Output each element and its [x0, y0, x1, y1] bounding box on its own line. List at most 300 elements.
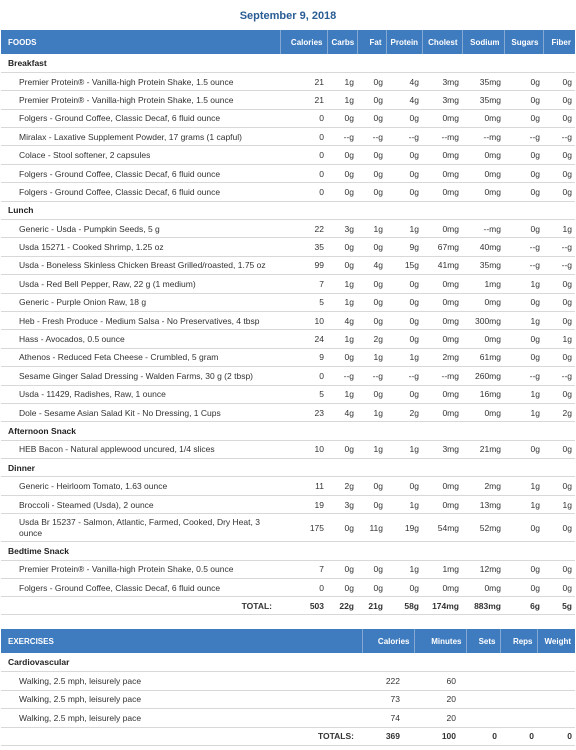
food-row [1, 238, 575, 256]
exercises-totals-row [1, 727, 575, 745]
food-fat: --g [357, 128, 386, 146]
exercise-minutes: 20 [414, 709, 466, 727]
food-fat: 0g [357, 275, 386, 293]
food-carbs: 0g [327, 440, 357, 458]
food-fat: 0g [357, 238, 386, 256]
food-fat: 0g [357, 91, 386, 109]
exercise-name: Walking, 2.5 mph, leisurely pace [1, 672, 362, 690]
food-calories: 22 [280, 220, 327, 238]
food-protein: 4g [386, 91, 422, 109]
food-cholest: --mg [422, 367, 462, 385]
food-sodium: 2mg [462, 477, 504, 495]
food-row [1, 403, 575, 421]
total-fiber: 5g [543, 597, 575, 615]
food-protein: 19g [386, 514, 422, 542]
food-sugars: 0g [504, 109, 543, 127]
food-name: Usda - 11429, Radishes, Raw, 1 ounce [1, 385, 280, 403]
food-fiber: 1g [543, 495, 575, 513]
food-row [1, 183, 575, 201]
food-carbs: 1g [327, 293, 357, 311]
food-calories: 175 [280, 514, 327, 542]
food-protein: 0g [386, 477, 422, 495]
food-carbs: 0g [327, 146, 357, 164]
food-cholest: 3mg [422, 72, 462, 90]
food-protein: 0g [386, 109, 422, 127]
food-calories: 7 [280, 560, 327, 578]
report-date-title: September 9, 2018 [239, 10, 337, 22]
food-protein: 15g [386, 256, 422, 274]
exercises-header-minutes: Minutes [414, 629, 466, 653]
meal-name: Afternoon Snack [1, 422, 575, 440]
food-sodium: 300mg [462, 311, 504, 329]
food-carbs: 0g [327, 256, 357, 274]
meal-section-row [1, 54, 575, 72]
food-sugars: 1g [504, 477, 543, 495]
foods-header-protein: Protein [386, 30, 422, 54]
foods-table [1, 30, 575, 615]
food-sugars: --g [504, 128, 543, 146]
food-carbs: 0g [327, 579, 357, 597]
food-sodium: 35mg [462, 72, 504, 90]
food-carbs: 2g [327, 477, 357, 495]
food-sodium: 16mg [462, 385, 504, 403]
food-name: Premier Protein® - Vanilla-high Protein Shake, 1.5 ounce [1, 91, 280, 109]
food-name: Broccoli - Steamed (Usda), 2 ounce [1, 495, 280, 513]
food-protein: 0g [386, 183, 422, 201]
food-fat: 0g [357, 385, 386, 403]
food-fiber: 0g [543, 146, 575, 164]
food-fiber: --g [543, 238, 575, 256]
food-sugars: 0g [504, 220, 543, 238]
food-protein: 1g [386, 348, 422, 366]
food-fat: 2g [357, 330, 386, 348]
food-fiber: 0g [543, 440, 575, 458]
food-fat: 11g [357, 514, 386, 542]
exercise-group-name: Cardiovascular [1, 653, 575, 671]
food-protein: 1g [386, 220, 422, 238]
food-carbs: --g [327, 128, 357, 146]
meal-name: Dinner [1, 459, 575, 477]
food-sugars: 1g [504, 311, 543, 329]
food-cholest: 0mg [422, 330, 462, 348]
food-fiber: 0g [543, 560, 575, 578]
food-fiber: 0g [543, 72, 575, 90]
food-name: HEB Bacon - Natural applewood uncured, 1/4 slices [1, 440, 280, 458]
food-sugars: 1g [504, 275, 543, 293]
food-name: Heb - Fresh Produce - Medium Salsa - No Preservatives, 4 tbsp [1, 311, 280, 329]
food-carbs: 0g [327, 560, 357, 578]
food-calories: 0 [280, 146, 327, 164]
food-sugars: 0g [504, 440, 543, 458]
food-carbs: 1g [327, 91, 357, 109]
meal-name: Lunch [1, 201, 575, 219]
food-name: Premier Protein® - Vanilla-high Protein Shake, 0.5 ounce [1, 560, 280, 578]
total-sodium: 883mg [462, 597, 504, 615]
foods-header-cholest: Cholest [422, 30, 462, 54]
food-sodium: 13mg [462, 495, 504, 513]
food-row [1, 440, 575, 458]
exercise-name: Walking, 2.5 mph, leisurely pace [1, 709, 362, 727]
food-row [1, 348, 575, 366]
exercise-reps [500, 709, 537, 727]
food-calories: 10 [280, 311, 327, 329]
food-sodium: 40mg [462, 238, 504, 256]
total-sugars: 6g [504, 597, 543, 615]
food-row [1, 256, 575, 274]
food-protein: --g [386, 367, 422, 385]
foods-header-sugars: Sugars [504, 30, 543, 54]
food-row [1, 579, 575, 597]
exercises-header-sets: Sets [466, 629, 500, 653]
food-sodium: 12mg [462, 560, 504, 578]
food-protein: 0g [386, 385, 422, 403]
exercises-header-weight: Weight [537, 629, 575, 653]
food-fat: 0g [357, 495, 386, 513]
food-calories: 11 [280, 477, 327, 495]
food-carbs: 0g [327, 164, 357, 182]
food-calories: 5 [280, 293, 327, 311]
food-name: Generic - Purple Onion Raw, 18 g [1, 293, 280, 311]
food-calories: 35 [280, 238, 327, 256]
food-fat: 1g [357, 220, 386, 238]
food-carbs: 0g [327, 348, 357, 366]
food-row [1, 385, 575, 403]
food-row [1, 146, 575, 164]
food-sodium: 21mg [462, 440, 504, 458]
food-name: Folgers - Ground Coffee, Classic Decaf, 6 fluid ounce [1, 109, 280, 127]
food-name: Athenos - Reduced Feta Cheese - Crumbled, 5 gram [1, 348, 280, 366]
food-fiber: 2g [543, 403, 575, 421]
food-cholest: 0mg [422, 109, 462, 127]
food-calories: 9 [280, 348, 327, 366]
food-fiber: 0g [543, 275, 575, 293]
food-row [1, 495, 575, 513]
food-calories: 21 [280, 91, 327, 109]
food-row [1, 128, 575, 146]
food-cholest: 41mg [422, 256, 462, 274]
food-cholest: 0mg [422, 311, 462, 329]
food-carbs: 0g [327, 109, 357, 127]
food-sodium: 35mg [462, 91, 504, 109]
food-row [1, 293, 575, 311]
food-fat: 0g [357, 183, 386, 201]
food-sodium: 0mg [462, 403, 504, 421]
food-sugars: 0g [504, 348, 543, 366]
food-fiber: 0g [543, 579, 575, 597]
food-calories: 0 [280, 367, 327, 385]
food-fat: --g [357, 367, 386, 385]
food-protein: 0g [386, 579, 422, 597]
foods-header-carbs: Carbs [327, 30, 357, 54]
food-fat: 1g [357, 403, 386, 421]
foods-header-sodium: Sodium [462, 30, 504, 54]
food-sodium: 35mg [462, 256, 504, 274]
food-sugars: 0g [504, 330, 543, 348]
food-protein: 4g [386, 72, 422, 90]
food-sodium: 61mg [462, 348, 504, 366]
food-row [1, 311, 575, 329]
food-cholest: 2mg [422, 348, 462, 366]
exercise-weight [537, 672, 575, 690]
food-protein: 0g [386, 330, 422, 348]
food-calories: 99 [280, 256, 327, 274]
food-sugars: 0g [504, 579, 543, 597]
food-fiber: --g [543, 367, 575, 385]
food-calories: 0 [280, 128, 327, 146]
food-calories: 0 [280, 164, 327, 182]
food-fat: 0g [357, 560, 386, 578]
food-sugars: --g [504, 238, 543, 256]
food-sodium: 0mg [462, 579, 504, 597]
total-weight: 0 [537, 727, 575, 745]
food-protein: 2g [386, 403, 422, 421]
food-sodium: --mg [462, 220, 504, 238]
food-protein: --g [386, 128, 422, 146]
food-carbs: 1g [327, 385, 357, 403]
food-sodium: 0mg [462, 146, 504, 164]
food-cholest: 0mg [422, 220, 462, 238]
food-sugars: 0g [504, 146, 543, 164]
food-row [1, 72, 575, 90]
food-name: Folgers - Ground Coffee, Classic Decaf, 6 fluid ounce [1, 183, 280, 201]
food-row [1, 330, 575, 348]
food-sodium: --mg [462, 128, 504, 146]
food-row [1, 560, 575, 578]
food-sugars: --g [504, 256, 543, 274]
food-cholest: 0mg [422, 477, 462, 495]
food-fat: 0g [357, 311, 386, 329]
food-calories: 0 [280, 109, 327, 127]
exercise-reps [500, 672, 537, 690]
exercises-header-exercises: EXERCISES [1, 629, 362, 653]
food-name: Usda 15271 - Cooked Shrimp, 1.25 oz [1, 238, 280, 256]
food-cholest: 67mg [422, 238, 462, 256]
food-fat: 1g [357, 348, 386, 366]
food-calories: 5 [280, 385, 327, 403]
total-minutes: 100 [414, 727, 466, 745]
food-row [1, 164, 575, 182]
food-name: Colace - Stool softener, 2 capsules [1, 146, 280, 164]
exercise-row [1, 690, 575, 708]
food-fiber: --g [543, 128, 575, 146]
exercises-table [1, 629, 575, 745]
food-name: Usda - Boneless Skinless Chicken Breast Grilled/roasted, 1.75 oz [1, 256, 280, 274]
total-cholest: 174mg [422, 597, 462, 615]
food-sugars: 0g [504, 560, 543, 578]
food-calories: 0 [280, 183, 327, 201]
food-fat: 0g [357, 579, 386, 597]
food-sugars: 1g [504, 495, 543, 513]
food-carbs: 4g [327, 403, 357, 421]
food-fiber: 0g [543, 385, 575, 403]
meal-section-row [1, 542, 575, 560]
food-name: Miralax - Laxative Supplement Powder, 17 grams (1 capful) [1, 128, 280, 146]
food-protein: 1g [386, 560, 422, 578]
food-row [1, 275, 575, 293]
total-calories: 503 [280, 597, 327, 615]
food-protein: 9g [386, 238, 422, 256]
food-sugars: 0g [504, 293, 543, 311]
food-sodium: 1mg [462, 275, 504, 293]
food-sugars: 1g [504, 403, 543, 421]
food-cholest: 0mg [422, 579, 462, 597]
food-name: Generic - Heirloom Tomato, 1.63 ounce [1, 477, 280, 495]
total-sets: 0 [466, 727, 500, 745]
food-fiber: 1g [543, 220, 575, 238]
food-protein: 0g [386, 275, 422, 293]
foods-header-fiber: Fiber [543, 30, 575, 54]
food-cholest: 0mg [422, 164, 462, 182]
food-fat: 0g [357, 72, 386, 90]
food-fat: 0g [357, 477, 386, 495]
food-protein: 0g [386, 146, 422, 164]
food-sugars: --g [504, 367, 543, 385]
food-calories: 19 [280, 495, 327, 513]
food-name: Usda - Red Bell Pepper, Raw, 22 g (1 medium) [1, 275, 280, 293]
food-protein: 1g [386, 440, 422, 458]
food-cholest: 0mg [422, 146, 462, 164]
food-calories: 0 [280, 579, 327, 597]
food-name: Sesame Ginger Salad Dressing - Walden Farms, 30 g (2 tbsp) [1, 367, 280, 385]
food-fat: 4g [357, 256, 386, 274]
food-row [1, 91, 575, 109]
food-sodium: 0mg [462, 164, 504, 182]
food-fiber: 0g [543, 164, 575, 182]
food-protein: 0g [386, 293, 422, 311]
exercise-reps [500, 690, 537, 708]
exercise-calories: 73 [362, 690, 414, 708]
exercises-header-reps: Reps [500, 629, 537, 653]
food-fat: 0g [357, 164, 386, 182]
exercise-sets [466, 672, 500, 690]
food-carbs: 1g [327, 330, 357, 348]
exercise-row [1, 672, 575, 690]
food-name: Hass - Avocados, 0.5 ounce [1, 330, 280, 348]
foods-header-row [1, 30, 575, 54]
exercise-group-row [1, 653, 575, 671]
exercises-header-calories: Calories [362, 629, 414, 653]
food-fiber: 0g [543, 91, 575, 109]
exercise-name: Walking, 2.5 mph, leisurely pace [1, 690, 362, 708]
exercise-weight [537, 709, 575, 727]
food-protein: 0g [386, 164, 422, 182]
food-row [1, 109, 575, 127]
exercise-minutes: 20 [414, 690, 466, 708]
meal-section-row [1, 459, 575, 477]
total-reps: 0 [500, 727, 537, 745]
meal-section-row [1, 201, 575, 219]
food-cholest: 0mg [422, 293, 462, 311]
food-sugars: 1g [504, 385, 543, 403]
food-cholest: 54mg [422, 514, 462, 542]
food-fiber: 0g [543, 183, 575, 201]
food-sugars: 0g [504, 91, 543, 109]
meal-name: Bedtime Snack [1, 542, 575, 560]
food-fiber: 0g [543, 293, 575, 311]
food-fiber: --g [543, 256, 575, 274]
foods-header-fat: Fat [357, 30, 386, 54]
food-carbs: 1g [327, 275, 357, 293]
food-fiber: 0g [543, 311, 575, 329]
exercise-calories: 222 [362, 672, 414, 690]
totals-label: TOTALS: [1, 727, 362, 745]
food-cholest: 0mg [422, 275, 462, 293]
food-name: Generic - Usda - Pumpkin Seeds, 5 g [1, 220, 280, 238]
food-protein: 0g [386, 311, 422, 329]
total-fat: 21g [357, 597, 386, 615]
food-name: Premier Protein® - Vanilla-high Protein Shake, 1.5 ounce [1, 72, 280, 90]
food-row [1, 477, 575, 495]
food-sugars: 0g [504, 514, 543, 542]
food-name: Usda Br 15237 - Salmon, Atlantic, Farmed, Cooked, Dry Heat, 3 ounce [1, 514, 280, 542]
food-cholest: 0mg [422, 385, 462, 403]
food-fat: 0g [357, 293, 386, 311]
exercise-calories: 74 [362, 709, 414, 727]
total-protein: 58g [386, 597, 422, 615]
exercise-minutes: 60 [414, 672, 466, 690]
food-sodium: 0mg [462, 109, 504, 127]
food-carbs: 3g [327, 220, 357, 238]
food-fiber: 0g [543, 109, 575, 127]
foods-header-calories: Calories [280, 30, 327, 54]
food-name: Folgers - Ground Coffee, Classic Decaf, 6 fluid ounce [1, 164, 280, 182]
food-calories: 21 [280, 72, 327, 90]
food-protein: 1g [386, 495, 422, 513]
food-fiber: 0g [543, 477, 575, 495]
food-sodium: 0mg [462, 330, 504, 348]
food-sodium: 0mg [462, 293, 504, 311]
food-sugars: 0g [504, 183, 543, 201]
food-name: Dole - Sesame Asian Salad Kit - No Dressing, 1 Cups [1, 403, 280, 421]
exercises-header-row [1, 629, 575, 653]
food-cholest: 0mg [422, 183, 462, 201]
foods-totals-row [1, 597, 575, 615]
food-fat: 0g [357, 146, 386, 164]
food-row [1, 367, 575, 385]
food-cholest: 3mg [422, 440, 462, 458]
food-calories: 10 [280, 440, 327, 458]
total-carbs: 22g [327, 597, 357, 615]
food-cholest: 1mg [422, 560, 462, 578]
food-calories: 23 [280, 403, 327, 421]
food-name: Folgers - Ground Coffee, Classic Decaf, 6 fluid ounce [1, 579, 280, 597]
food-row [1, 220, 575, 238]
food-cholest: --mg [422, 128, 462, 146]
totals-label: TOTAL: [1, 597, 280, 615]
food-fat: 0g [357, 109, 386, 127]
food-calories: 7 [280, 275, 327, 293]
food-fat: 1g [357, 440, 386, 458]
food-carbs: 0g [327, 238, 357, 256]
food-carbs: 1g [327, 72, 357, 90]
food-sodium: 0mg [462, 183, 504, 201]
exercise-weight [537, 690, 575, 708]
food-carbs: 0g [327, 514, 357, 542]
food-cholest: 0mg [422, 403, 462, 421]
food-carbs: 3g [327, 495, 357, 513]
food-sugars: 0g [504, 72, 543, 90]
food-carbs: 0g [327, 183, 357, 201]
meal-section-row [1, 422, 575, 440]
food-carbs: 4g [327, 311, 357, 329]
meal-name: Breakfast [1, 54, 575, 72]
food-fiber: 1g [543, 330, 575, 348]
food-fiber: 0g [543, 514, 575, 542]
foods-header-foods: FOODS [1, 30, 280, 54]
exercise-row [1, 709, 575, 727]
food-cholest: 3mg [422, 91, 462, 109]
food-cholest: 0mg [422, 495, 462, 513]
